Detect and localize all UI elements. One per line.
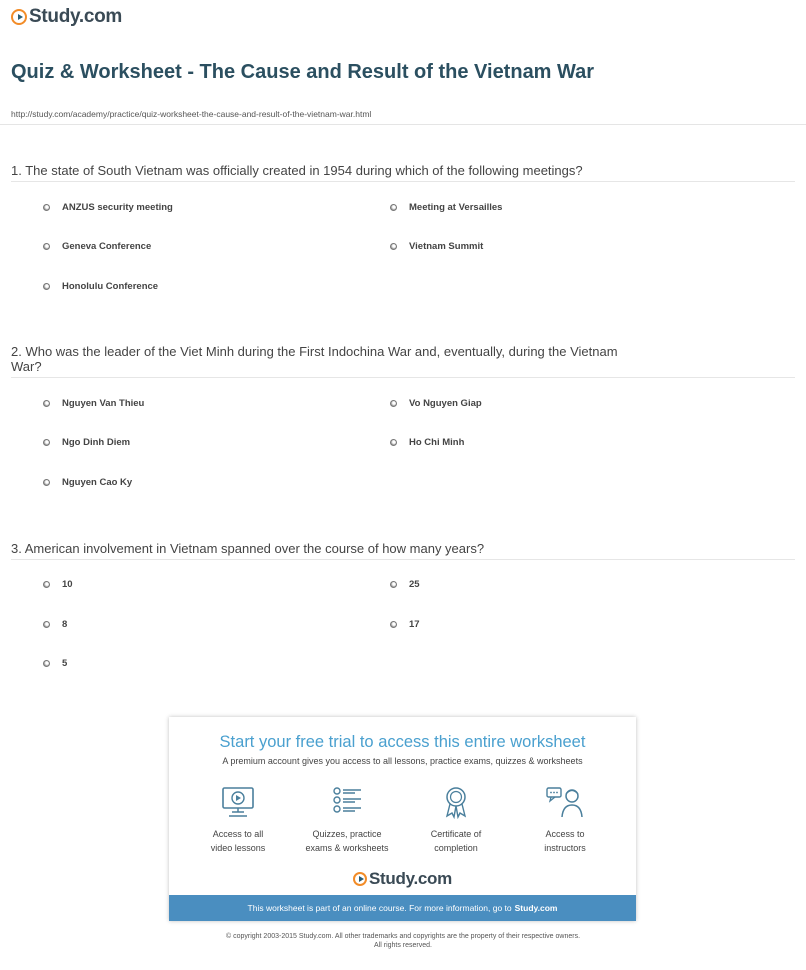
promo-bar-link[interactable]: Study.com	[514, 903, 558, 913]
play-logo-icon	[11, 9, 27, 25]
promo-headline[interactable]: Start your free trial to access this entire worksheet	[219, 733, 586, 751]
logo-text: Study.com	[29, 6, 123, 27]
question-2-option-d[interactable]: Ho Chi Minh	[390, 437, 464, 448]
question-1-text: 1. The state of South Vietnam was officially created in 1954 during which of the following meetings?	[11, 163, 583, 178]
question-3-divider	[11, 559, 795, 560]
promo-logo-text: Study.com	[369, 869, 452, 888]
feature-label-line2: video lessons	[210, 843, 266, 853]
radio-button-icon[interactable]	[390, 243, 397, 250]
question-1-option-e[interactable]: Honolulu Conference	[43, 281, 158, 292]
question-2-option-b[interactable]: Vo Nguyen Giap	[390, 398, 482, 409]
radio-button-icon[interactable]	[43, 660, 50, 667]
feature-label-line1: Access to	[545, 829, 585, 839]
promo-logo[interactable]	[169, 869, 636, 889]
feature-video-lessons	[183, 785, 293, 855]
feature-instructors	[510, 785, 620, 855]
video-lesson-icon	[220, 785, 256, 819]
question-1-option-d[interactable]: Vietnam Summit	[390, 241, 483, 252]
question-3-option-b[interactable]: 25	[390, 579, 420, 590]
question-1-option-b[interactable]: Meeting at Versailles	[390, 202, 502, 213]
question-2-text: 2. Who was the leader of the Viet Minh during the First Indochina War and, eventually, during the Vietnam War?	[11, 344, 618, 374]
question-2-divider	[11, 377, 795, 378]
promo-subline: A premium account gives you access to all lessons, practice exams, quizzes & worksheets	[222, 756, 583, 766]
radio-button-icon[interactable]	[43, 243, 50, 250]
radio-button-icon[interactable]	[390, 204, 397, 211]
copyright-footer	[0, 932, 806, 950]
feature-certificate	[401, 785, 511, 855]
question-1-option-c[interactable]: Geneva Conference	[43, 241, 151, 252]
question-3-option-e[interactable]: 5	[43, 658, 67, 669]
feature-label-line2: completion	[434, 843, 478, 853]
question-1-divider	[11, 181, 795, 182]
radio-button-icon[interactable]	[43, 400, 50, 407]
page-title: Quiz & Worksheet - The Cause and Result of the Vietnam War	[11, 61, 595, 83]
question-2-option-e[interactable]: Nguyen Cao Ky	[43, 477, 132, 488]
feature-label-line1: Quizzes, practice	[312, 829, 382, 839]
radio-button-icon[interactable]	[43, 439, 50, 446]
free-trial-promo	[169, 717, 636, 921]
feature-label-line2: instructors	[544, 843, 586, 853]
question-2-option-c[interactable]: Ngo Dinh Diem	[43, 437, 130, 448]
promo-bar-text: This worksheet is part of an online course. For more information, go to	[247, 903, 512, 913]
question-2-option-a[interactable]: Nguyen Van Thieu	[43, 398, 144, 409]
feature-label-line1: Certificate of	[430, 829, 482, 839]
question-1-option-a[interactable]: ANZUS security meeting	[43, 202, 173, 213]
certificate-icon	[438, 785, 474, 819]
radio-button-icon[interactable]	[390, 400, 397, 407]
question-3-option-c[interactable]: 8	[43, 619, 67, 630]
quiz-list-icon	[329, 785, 365, 819]
feature-label-line1: Access to all	[212, 829, 264, 839]
radio-button-icon[interactable]	[43, 479, 50, 486]
footer-line-2: All rights reserved.	[374, 942, 432, 949]
question-3-text: 3. American involvement in Vietnam spanned over the course of how many years?	[11, 541, 485, 556]
page-url: http://study.com/academy/practice/quiz-worksheet-the-cause-and-result-of-the-vietnam-war.html	[11, 109, 372, 119]
divider	[0, 124, 806, 125]
question-3-option-d[interactable]: 17	[390, 619, 420, 630]
radio-button-icon[interactable]	[43, 283, 50, 290]
study-logo[interactable]	[11, 6, 122, 28]
instructor-icon	[545, 785, 585, 819]
radio-button-icon[interactable]	[390, 581, 397, 588]
radio-button-icon[interactable]	[390, 621, 397, 628]
feature-quizzes	[292, 785, 402, 855]
question-3-option-a[interactable]: 10	[43, 579, 73, 590]
promo-info-bar	[169, 895, 636, 921]
radio-button-icon[interactable]	[390, 439, 397, 446]
radio-button-icon[interactable]	[43, 581, 50, 588]
radio-button-icon[interactable]	[43, 621, 50, 628]
footer-line-1: © copyright 2003-2015 Study.com. All other trademarks and copyrights are the property of their respective owners.	[225, 933, 581, 940]
radio-button-icon[interactable]	[43, 204, 50, 211]
play-logo-icon	[353, 872, 367, 886]
feature-label-line2: exams & worksheets	[305, 843, 389, 853]
